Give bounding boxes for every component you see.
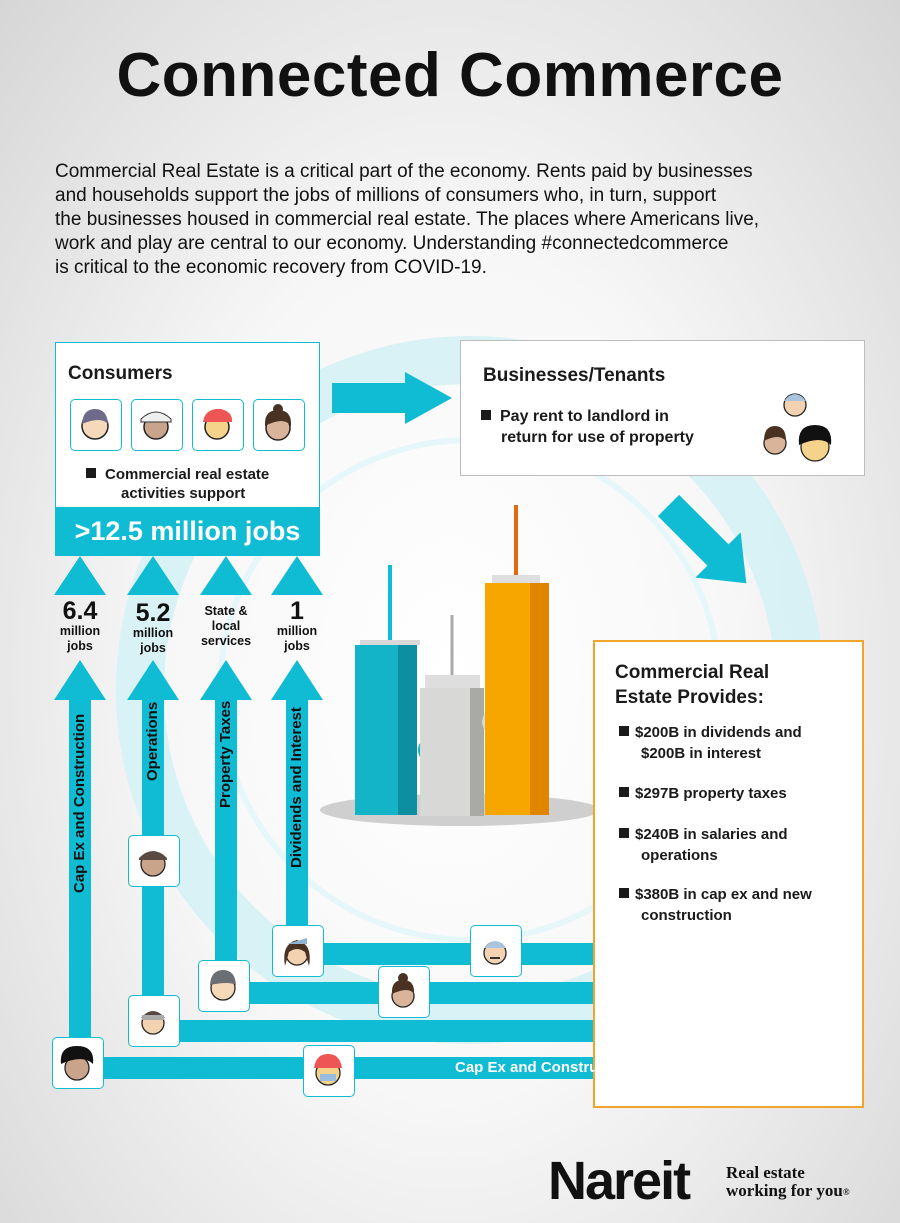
- worker-avatar: [303, 1045, 355, 1097]
- jobs-unit: services: [200, 634, 252, 648]
- bullet-square: [86, 468, 96, 478]
- buildings-illustration: [320, 505, 600, 826]
- bullet-square: [619, 888, 629, 898]
- cre-item: [619, 884, 854, 926]
- cre-item-line1: $380B in cap ex and new: [635, 886, 812, 903]
- vertical-label-capex: Cap Ex and Construction: [71, 713, 88, 893]
- worker-avatar: [272, 925, 324, 977]
- cre-heading-line1: Commercial Real: [615, 662, 770, 683]
- cre-heading-line2: Estate Provides:: [615, 687, 764, 708]
- jobs-number: 6.4: [62, 597, 98, 625]
- cre-item: [619, 783, 854, 804]
- jobs-column-dividends: [265, 598, 329, 654]
- worker-avatar: [378, 966, 430, 1018]
- jobs-number: 5.2: [135, 599, 171, 627]
- vertical-label-taxes: Property Taxes: [217, 700, 234, 808]
- intro-line: is critical to the economic recovery from COVID-19.: [55, 257, 487, 278]
- jobs-unit: million: [132, 626, 174, 640]
- cre-item-line2: construction: [641, 907, 732, 924]
- jobs-unit: jobs: [140, 641, 166, 655]
- worker-avatar: [128, 835, 180, 887]
- businesses-bullet-line2: return for use of property: [501, 429, 694, 446]
- consumer-avatar: [70, 399, 122, 451]
- consumer-avatar: [131, 399, 183, 451]
- businesses-bullet: [481, 406, 741, 448]
- jobs-column-capex: [48, 598, 112, 654]
- intro-line: the businesses housed in commercial real estate. The places where Americans live,: [55, 209, 760, 230]
- worker-avatar: [52, 1037, 104, 1089]
- intro-line: and households support the jobs of millions of consumers who, in turn, support: [55, 185, 717, 206]
- bar-label-operations: Operations: [629, 1022, 709, 1039]
- up-arrow-taxes-jobs: [200, 556, 252, 595]
- businesses-panel: [460, 340, 865, 476]
- registered-mark: ®: [842, 1187, 850, 1197]
- consumers-bullet-line1: Commercial real estate: [105, 466, 270, 483]
- bullet-square: [481, 410, 491, 420]
- cre-item: [619, 824, 854, 866]
- page-title: Connected Commerce: [116, 41, 784, 110]
- nareit-logo: Nareit: [548, 1151, 690, 1211]
- tagline-line1: Real estate: [726, 1163, 805, 1182]
- worker-avatar: [470, 925, 522, 977]
- jobs-unit: million: [59, 624, 101, 638]
- bullet-square: [619, 787, 629, 797]
- cre-item-line1: $240B in salaries and: [635, 826, 788, 843]
- cre-item-line2: $200B in interest: [641, 745, 762, 762]
- jobs-unit: jobs: [284, 639, 310, 653]
- businesses-heading: Businesses/Tenants: [483, 365, 666, 386]
- logo-tagline: [726, 1164, 850, 1201]
- jobs-unit: jobs: [67, 639, 93, 653]
- bar-label-capex: Cap Ex and Construction: [455, 1059, 635, 1076]
- consumer-avatar: [192, 399, 244, 451]
- bullet-square: [619, 726, 629, 736]
- worker-avatar: [128, 995, 180, 1047]
- jobs-unit: local: [211, 619, 241, 633]
- tenant-faces-icon: [753, 381, 863, 471]
- consumers-bullet: [86, 465, 316, 503]
- jobs-column-operations: [121, 600, 185, 656]
- up-arrow-capex-jobs: [54, 556, 106, 595]
- consumers-heading: Consumers: [68, 363, 173, 384]
- worker-avatar: [198, 960, 250, 1012]
- consumer-avatar: [253, 399, 305, 451]
- intro-line: Commercial Real Estate is a critical part of the economy. Rents paid by businesses: [55, 161, 753, 182]
- jobs-total-banner: >12.5 million jobs: [55, 507, 320, 556]
- intro-line: work and play are central to our economy. Understanding #connectedcommerce: [55, 233, 729, 254]
- cre-heading: [615, 660, 769, 710]
- cre-item-line2: operations: [641, 847, 718, 864]
- cre-item-line1: $200B in dividends and: [635, 724, 802, 741]
- cre-item-line1: $297B property taxes: [635, 785, 787, 802]
- tagline-line2: working for you: [726, 1181, 843, 1200]
- up-arrow-dividends-jobs: [271, 556, 323, 595]
- jobs-unit: million: [276, 624, 318, 638]
- bar-label-dividends: Dividends and Interest: [640, 945, 801, 962]
- businesses-bullet-line1: Pay rent to landlord in: [500, 408, 669, 425]
- cre-item: [619, 722, 854, 764]
- consumers-bullet-line2: activities support: [121, 485, 246, 502]
- jobs-column-taxes: [192, 604, 260, 649]
- jobs-number: 1: [290, 597, 304, 625]
- vertical-label-dividends: Dividends and Interest: [288, 707, 305, 868]
- bullet-square: [619, 828, 629, 838]
- intro-paragraph: [55, 160, 885, 280]
- bar-label-taxes: Property Taxes: [640, 984, 748, 1001]
- vertical-label-operations: Operations: [144, 701, 161, 781]
- jobs-unit: State &: [204, 604, 248, 618]
